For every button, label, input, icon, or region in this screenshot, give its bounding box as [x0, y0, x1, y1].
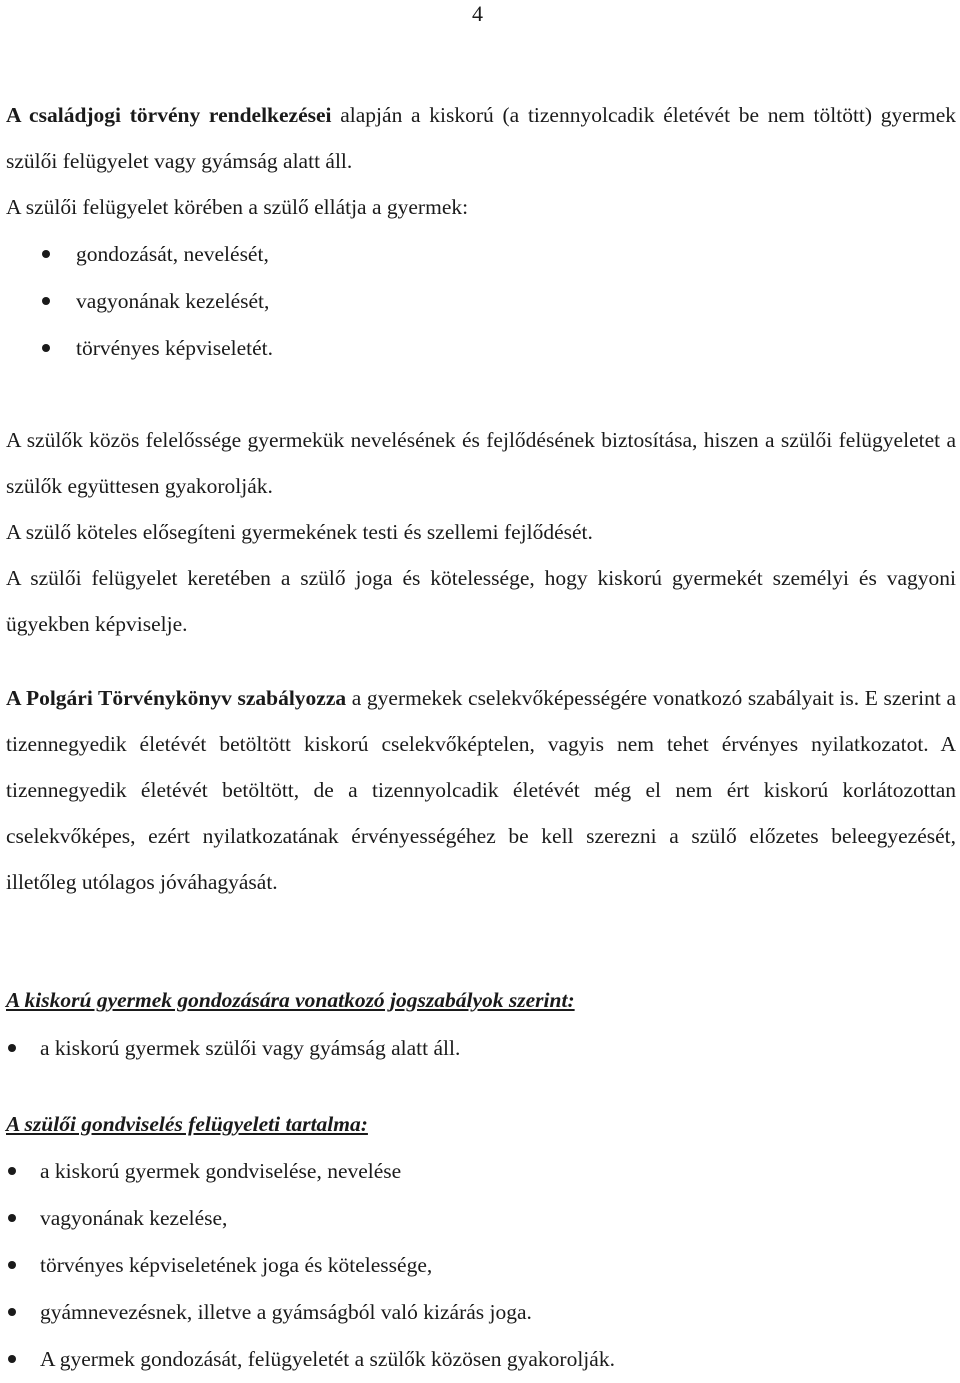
list-item — [6, 1289, 615, 1336]
list-item-text: törvényes képviseletét. — [76, 336, 274, 360]
list-item-text: törvényes képviseletének joga és kötelessége, — [40, 1253, 433, 1277]
list-item-text: gondozását, nevelését, — [76, 242, 269, 266]
list-item — [6, 1025, 460, 1072]
supervision-list — [6, 1148, 615, 1383]
responsibility-section — [6, 417, 956, 647]
paragraph-representation: A szülői felügyelet keretében a szülő joga és kötelessége, hogy kiskorú gyermekét személyi és vagyoni ügyekben képviselje. — [6, 566, 956, 636]
list-item-text: A gyermek gondozását, felügyeletét a szülők közösen gyakorolják. — [40, 1347, 615, 1371]
bullet-icon — [8, 1261, 16, 1269]
intro-paragraph — [6, 92, 956, 230]
list-item-text: vagyonának kezelése, — [40, 1206, 228, 1230]
ptk-text — [6, 675, 956, 905]
list-item-text: a kiskorú gyermek szülői vagy gyámság alatt áll. — [40, 1036, 461, 1060]
intro-bold-lead: A családjogi törvény rendelkezései — [6, 103, 332, 127]
bullet-icon — [8, 1214, 16, 1222]
bullet-icon — [42, 297, 50, 305]
duties-list — [6, 231, 273, 372]
list-item — [6, 325, 273, 372]
list-item — [6, 231, 273, 278]
bullet-icon — [8, 1167, 16, 1175]
care-rules-list — [6, 1025, 460, 1072]
bullet-icon — [42, 344, 50, 352]
bullet-icon — [8, 1044, 16, 1052]
supervision-heading: A szülői gondviselés felügyeleti tartalma: — [6, 1112, 368, 1136]
list-item — [6, 1242, 615, 1289]
intro-rest: alapján a kiskorú (a tizennyolcadik életévét be nem töltött) gyermek szülői felügyelet vagy gyámság alatt áll. — [6, 103, 956, 173]
list-item-text: a kiskorú gyermek gondviselése, nevelése — [40, 1159, 402, 1183]
list-item-text: gyámnevezésnek, illetve a gyámságból való kizárás joga. — [40, 1300, 532, 1324]
supervision-heading-block — [6, 1101, 956, 1147]
care-rules-heading: A kiskorú gyermek gondozására vonatkozó jogszabályok szerint: — [6, 988, 575, 1012]
ptk-paragraph — [6, 675, 956, 905]
paragraph-joint-responsibility: A szülők közös felelőssége gyermekük nevelésének és fejlődésének biztosítása, hiszen a szülői felügyeletet a szülők együttesen gyakorolják. — [6, 428, 956, 498]
list-item — [6, 278, 273, 325]
ptk-rest: a gyermekek cselekvőképességére vonatkozó szabályait is. E szerint a tizennegyedik életévét betöltött kiskorú cselekvőképtelen, vagyis nem tehet érvényes nyilatkozatot. A tizennegyedik életévét betöltött, de a tizennyolcadik életévét még el nem ért kiskorú korlátozottan cselekvőképes, ezért nyilatkozatának érvényességéhez be kell szerezni a szülő előzetes beleegyezését, illetőleg utólagos jóváhagyását. — [6, 686, 956, 894]
bullet-icon — [42, 250, 50, 258]
intro-line3: A szülői felügyelet körében a szülő ellátja a gyermek: — [6, 195, 469, 219]
paragraph-development: A szülő köteles elősegíteni gyermekének testi és szellemi fejlődését. — [6, 520, 593, 544]
care-rules-heading-block — [6, 977, 956, 1023]
list-item — [6, 1195, 615, 1242]
intro-text — [6, 92, 956, 184]
bullet-icon — [8, 1308, 16, 1316]
ptk-bold-lead: A Polgári Törvénykönyv szabályozza — [6, 686, 347, 710]
list-item — [6, 1148, 615, 1195]
page-number: 4 — [472, 1, 483, 26]
list-item-text: vagyonának kezelését, — [76, 289, 270, 313]
bullet-icon — [8, 1355, 16, 1363]
